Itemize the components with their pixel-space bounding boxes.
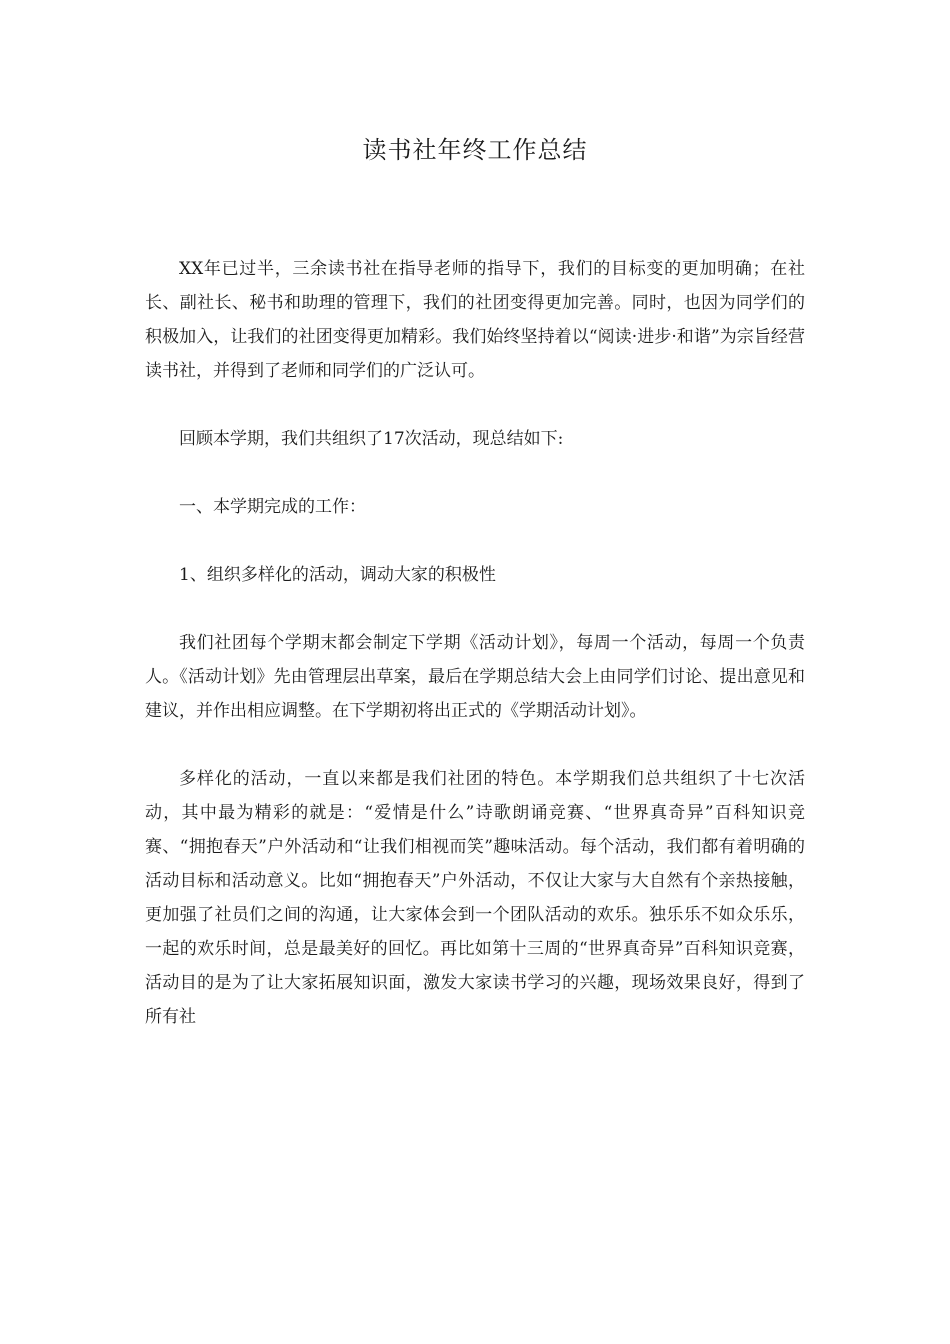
paragraph-plan: 我们社团每个学期末都会制定下学期《活动计划》，每周一个活动，每周一个负责人。《活动计划》先由管理层出草案，最后在学期总结大会上由同学们讨论、提出意见和建议，并作出相应调整。在下学期初将出正式的《学期活动计划》。 <box>145 633 805 721</box>
paragraph-spacer <box>145 388 805 422</box>
paragraph-spacer <box>145 456 805 490</box>
document-title: 读书社年终工作总结 <box>362 136 588 164</box>
paragraph-spacer <box>145 592 805 626</box>
paragraph-intro: XX年已过半，三余读书社在指导老师的指导下，我们的目标变的更加明确；在社长、副社长、秘书和助理的管理下，我们的社团变得更加完善。同时，也因为同学们的积极加入，让我们的社团变得更加精彩。我们始终坚持着以“阅读·进步·和谐”为宗旨经营读书社，并得到了老师和同学们的广泛认可。 <box>145 259 805 381</box>
subsection-heading-1: 1、组织多样化的活动，调动大家的积极性 <box>179 565 496 585</box>
document-body <box>145 252 805 1034</box>
paragraph-spacer <box>145 524 805 558</box>
paragraph-activities: 多样化的活动，一直以来都是我们社团的特色。本学期我们总共组织了十七次活动，其中最为精彩的就是：“爱情是什么”诗歌朗诵竞赛、“世界真奇异”百科知识竞赛、“拥抱春天”户外活动和“让我们相视而笑”趣味活动。每个活动，我们都有着明确的活动目标和活动意义。比如“拥抱春天”户外活动，不仅让大家与大自然有个亲热接触，更加强了社员们之间的沟通，让大家体会到一个团队活动的欢乐。独乐乐不如众乐乐，一起的欢乐时间，总是最美好的回忆。再比如第十三周的“世界真奇异”百科知识竞赛，活动目的是为了让大家拓展知识面，激发大家读书学习的兴趣，现场效果良好，得到了所有社 <box>145 769 805 1027</box>
paragraph-review: 回顾本学期，我们共组织了17次活动，现总结如下: <box>179 429 564 449</box>
section-heading-1: 一、本学期完成的工作： <box>179 497 366 517</box>
paragraph-spacer <box>145 728 805 762</box>
